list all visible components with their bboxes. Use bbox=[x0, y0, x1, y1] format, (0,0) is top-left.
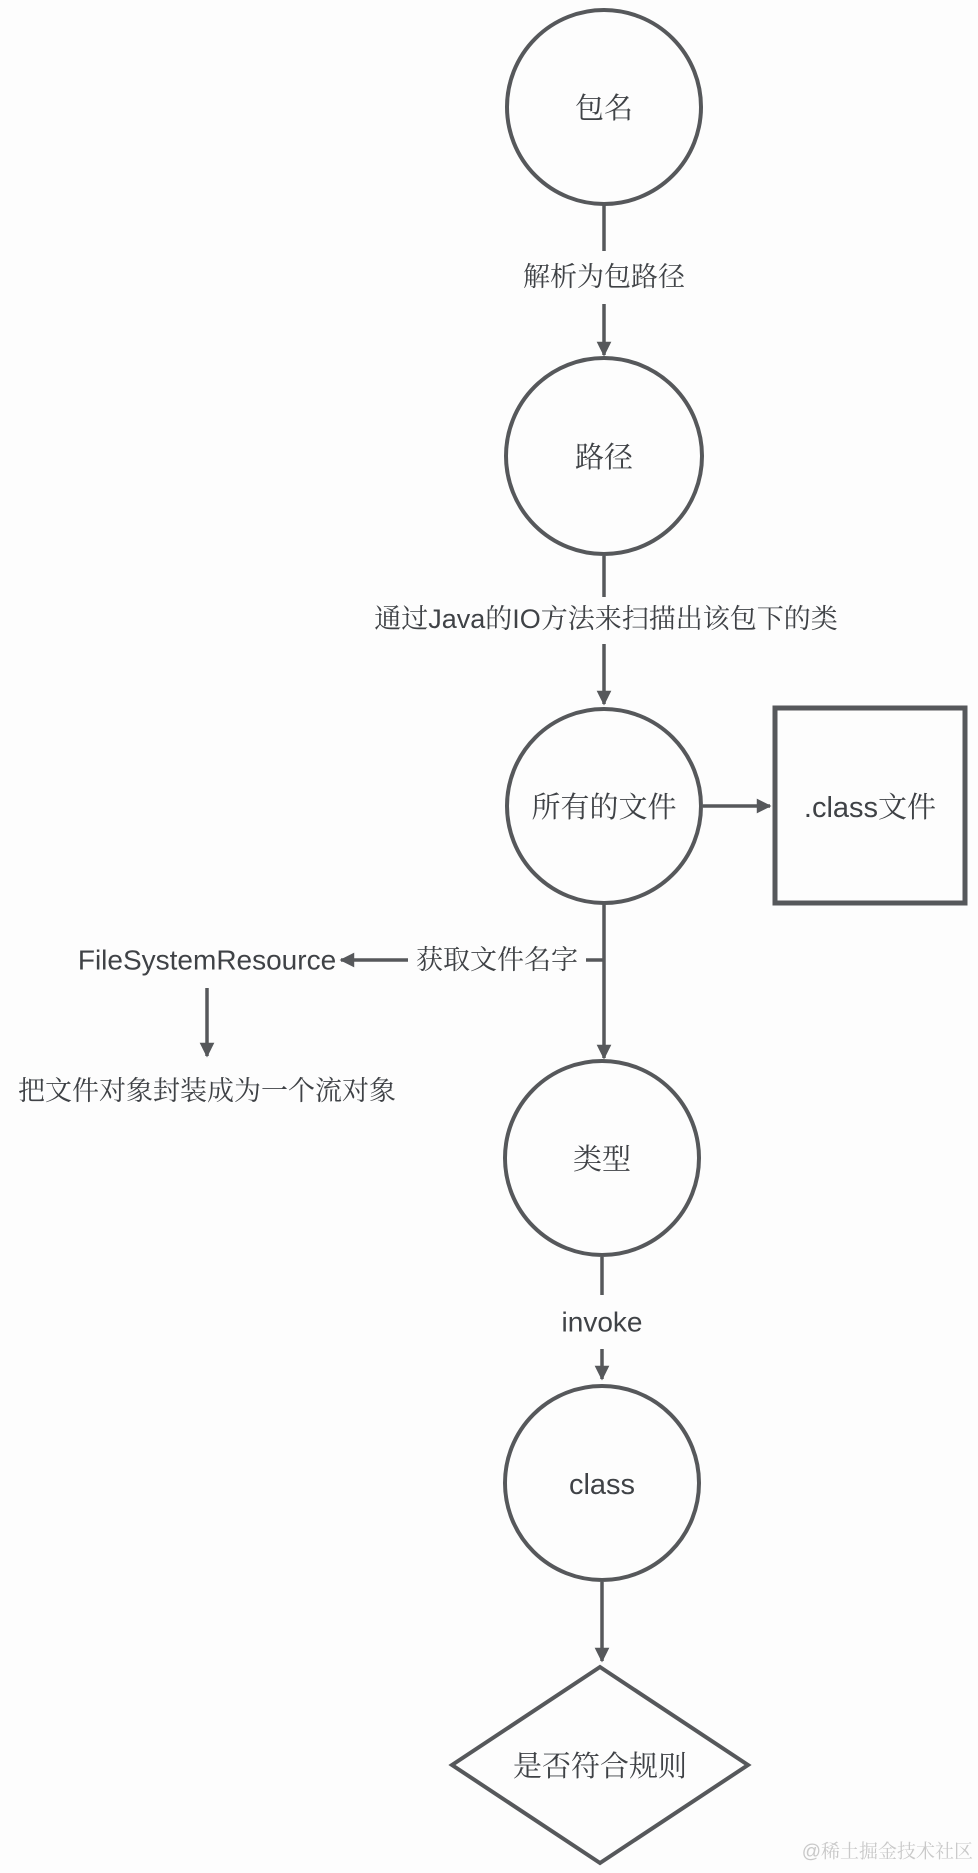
package-name-label: 包名 bbox=[574, 93, 634, 125]
class-file-label: .class文件 bbox=[803, 792, 937, 824]
path-label: 路径 bbox=[574, 442, 634, 474]
edge-invoke-label: invoke bbox=[561, 1306, 643, 1338]
edge-get-name-label: 获取文件名字 bbox=[416, 945, 578, 975]
all-files-label: 所有的文件 bbox=[531, 792, 677, 824]
edge-scan-label: 通过Java的IO方法来扫描出该包下的类 bbox=[374, 604, 838, 634]
watermark-text: @稀土掘金技术社区 bbox=[801, 1841, 973, 1863]
edge-parse-label: 解析为包路径 bbox=[523, 262, 685, 292]
wrap-stream-label: 把文件对象封装成为一个流对象 bbox=[18, 1076, 396, 1106]
type-label: 类型 bbox=[572, 1144, 632, 1176]
file-system-resource-label: FileSystemResource bbox=[77, 944, 337, 976]
class-label: class bbox=[568, 1469, 636, 1501]
rule-check-label: 是否符合规则 bbox=[512, 1751, 688, 1783]
